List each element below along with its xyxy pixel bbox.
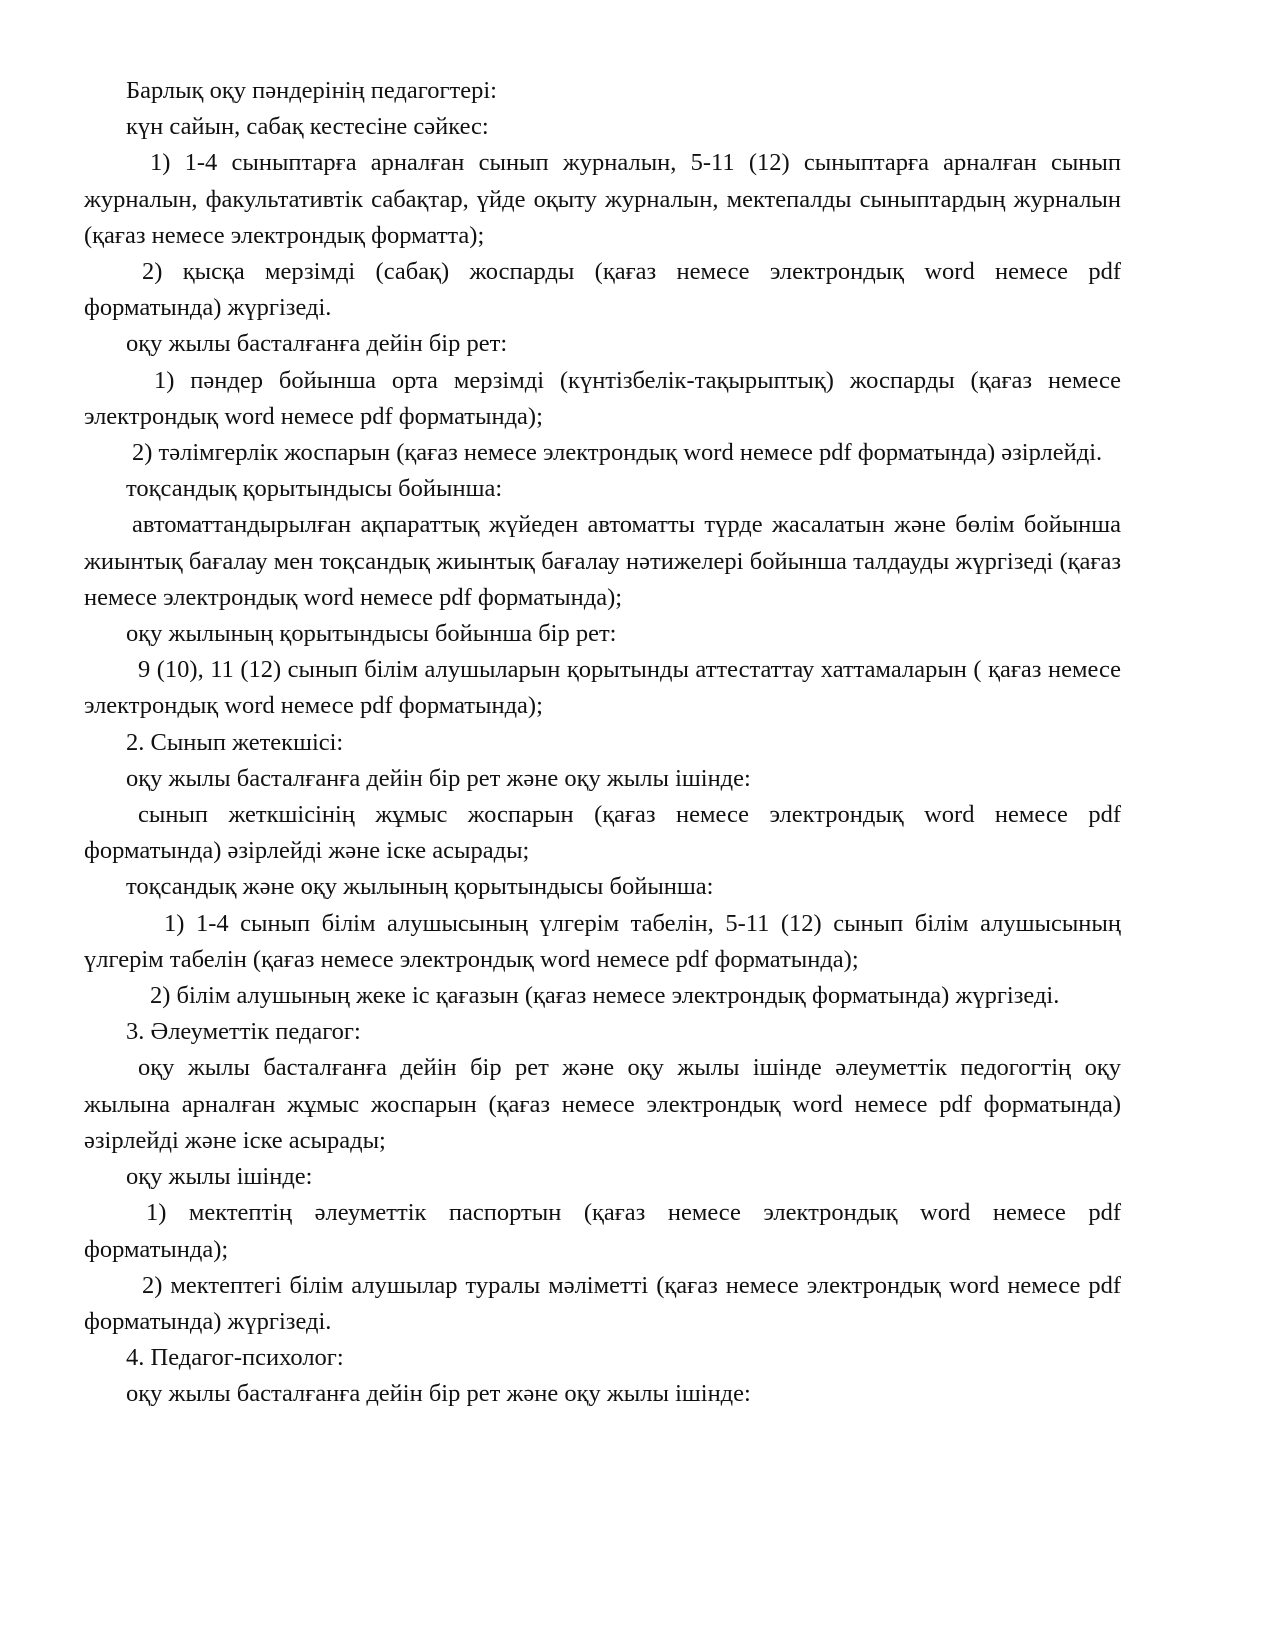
paragraph-body: сынып жеткшісінің жұмыс жоспарын (қағаз немесе электрондық word немесе pdf форматында) әзірлейді және іске асырады; (84, 801, 1121, 865)
paragraph-list-item: 1) пәндер бойынша орта мерзімді (күнтізбелік-тақырыптық) жоспарды (қағаз немесе электрондық word немесе pdf форматында); (84, 366, 1121, 430)
paragraph-body: оқу жылы басталғанға дейін бір рет және оқу жылы ішінде әлеуметтік педогогтің оқу жылына арналған жұмыс жоспарын (қағаз немесе электрондық word немесе pdf форматында) әзірлейді және іске асырады; (84, 1054, 1121, 1154)
paragraph-subheading: тоқсандық қорытындысы бойынша: (126, 475, 503, 503)
paragraph-list-item: 2) қысқа мерзімді (сабақ) жоспарды (қағаз немесе электрондық word немесе pdf форматында) жүргізеді. (84, 258, 1121, 322)
paragraph-section-heading: 3. Әлеуметтік педагог: (126, 1018, 361, 1046)
paragraph-heading: Барлық оқу пәндерінің педагогтері: (126, 77, 497, 104)
paragraph-list-item: 2) мектептегі білім алушылар туралы мәліметті (қағаз немесе электрондық word немесе pdf форматында) жүргізеді. (84, 1271, 1121, 1335)
paragraph-body: 9 (10), 11 (12) сынып білім алушыларын қорытынды аттестаттау хаттамаларын ( қағаз немесе электрондық word немесе pdf форматында); (84, 656, 1121, 720)
paragraph-list-item: 2) тәлімгерлік жоспарын (қағаз немесе электрондық word немесе pdf форматында) әзірлейді. (132, 439, 1103, 467)
paragraph-list-item: 1) мектептің әлеуметтік паспортын (қағаз немесе электрондық word немесе pdf форматында); (84, 1199, 1121, 1263)
paragraph-subheading: оқу жылының қорытындысы бойынша бір рет: (126, 620, 617, 648)
document-page (84, 73, 1121, 1413)
paragraph-section-heading: 4. Педагог-психолог: (126, 1344, 344, 1372)
paragraph-subheading: оқу жылы басталғанға дейін бір рет және оқу жылы ішінде: (126, 1380, 751, 1408)
paragraph-list-item: 2) білім алушының жеке іс қағазын (қағаз немесе электрондық форматында) жүргізеді. (150, 982, 1060, 1010)
paragraph-subheading: оқу жылы басталғанға дейін бір рет: (126, 330, 508, 358)
paragraph-subheading: оқу жылы ішінде: (126, 1163, 313, 1191)
paragraph-list-item: 1) 1-4 сыныптарға арналған сынып журналын, 5-11 (12) сыныптарға арналған сынып журналын, факультативтік сабақтар, үйде оқыту журналын, мектепалды сыныптардың журналын (қағаз немесе электрондық форматта); (84, 149, 1121, 249)
paragraph-subheading: күн сайын, сабақ кестесіне сәйкес: (126, 113, 489, 141)
paragraph-subheading: оқу жылы басталғанға дейін бір рет және оқу жылы ішінде: (126, 764, 751, 792)
paragraph-subheading: тоқсандық және оқу жылының қорытындысы бойынша: (126, 873, 714, 901)
paragraph-section-heading: 2. Сынып жетекшісі: (126, 728, 344, 756)
paragraph-list-item: 1) 1-4 сынып білім алушысының үлгерім табелін, 5-11 (12) сынып білім алушысының үлгерім табелін (қағаз немесе электрондық word немесе pdf форматында); (84, 909, 1121, 973)
paragraph-body: автоматтандырылған ақпараттық жүйеден автоматты түрде жасалатын және бөлім бойынша жиынтық бағалау мен тоқсандық жиынтық бағалау нәтижелері бойынша талдауды жүргізеді (қағаз немесе электрондық word немесе pdf форматында); (84, 511, 1121, 611)
